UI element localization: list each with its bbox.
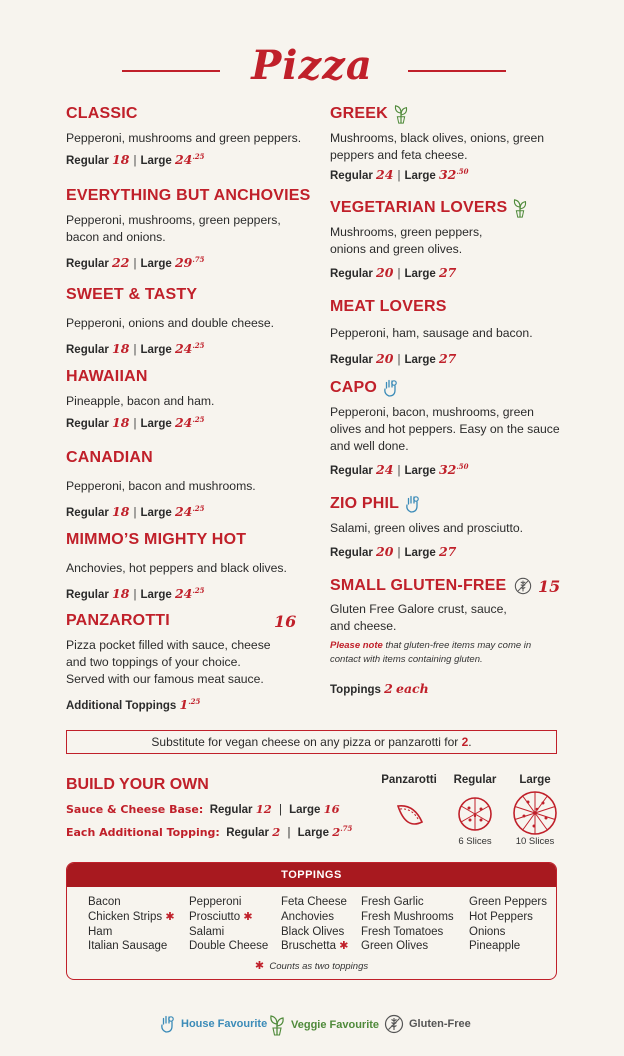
topping-item: Bruschetta ✱ bbox=[281, 940, 349, 953]
gluten-free-icon bbox=[384, 1014, 404, 1034]
item-price: Regular 18 | Large $24^{.25}$ bbox=[66, 504, 205, 519]
description-line: Pepperoni, bacon, mushrooms, green bbox=[330, 405, 534, 419]
topping-item: Chicken Strips ✱ bbox=[88, 910, 175, 923]
size-panzarotti-label: Panzarotti bbox=[381, 774, 437, 786]
topping-item: Black Olives bbox=[281, 925, 345, 938]
item-name: MEAT LOVERS bbox=[330, 298, 447, 315]
toppings-column bbox=[361, 895, 454, 954]
menu-item bbox=[330, 198, 570, 282]
two-toppings-star-icon: ✱ bbox=[165, 910, 175, 923]
description-line: peppers and feta cheese. bbox=[330, 148, 468, 162]
size-large-label: Large bbox=[519, 774, 551, 786]
description-line: onions and green olives. bbox=[330, 242, 463, 256]
menu-item-small-gluten-free bbox=[330, 576, 560, 698]
item-name: VEGETARIAN LOVERS bbox=[330, 198, 570, 218]
description-line: Pineapple, bacon and ham. bbox=[66, 394, 215, 408]
description-line: Anchovies, hot peppers and black olives. bbox=[66, 561, 287, 575]
legend-house-favourite: House Favourite bbox=[158, 1014, 267, 1034]
veggie-favourite-icon bbox=[268, 1014, 286, 1036]
item-price: Regular 18 | Large $24^{.25}$ bbox=[66, 152, 205, 167]
toppings-column bbox=[189, 895, 268, 954]
gluten-free-icon bbox=[514, 576, 532, 596]
house-favourite-icon bbox=[403, 494, 421, 514]
description-line: and well done. bbox=[330, 439, 409, 453]
description-line: Served with our famous meat sauce. bbox=[66, 672, 264, 686]
menu-item bbox=[66, 448, 316, 521]
size-regular-label: Regular bbox=[453, 774, 497, 786]
menu-item bbox=[66, 104, 316, 169]
topping-item: Fresh Mushrooms bbox=[361, 910, 454, 923]
house-favourite-icon bbox=[158, 1014, 176, 1034]
item-price: Regular 18 | Large $24^{.25}$ bbox=[66, 586, 205, 601]
menu-item bbox=[66, 285, 316, 358]
item-name: SMALL GLUTEN-FREE bbox=[330, 576, 560, 596]
veggie-favourite-icon bbox=[511, 198, 529, 218]
item-name: CANADIAN bbox=[66, 449, 153, 466]
item-description bbox=[66, 637, 306, 688]
item-name: SWEET & TASTY bbox=[66, 286, 198, 303]
gluten-free-price: 15 bbox=[538, 577, 561, 596]
legend-gluten-free: Gluten-Free bbox=[384, 1014, 471, 1034]
item-price: Regular 24 | Large $32^{.50}$ bbox=[330, 462, 469, 477]
veggie-favourite-icon bbox=[392, 104, 410, 124]
topping-item: Hot Peppers bbox=[469, 910, 533, 923]
title-area bbox=[0, 42, 624, 98]
topping-item: Ham bbox=[88, 925, 113, 938]
description-line: Pepperoni, mushrooms, green peppers, bbox=[66, 213, 281, 227]
description-line: Mushrooms, black olives, onions, green bbox=[330, 131, 545, 145]
menu-item bbox=[330, 297, 570, 368]
panzarotti-price: 16 bbox=[274, 612, 297, 631]
toppings-column bbox=[281, 895, 348, 954]
topping-item: Double Cheese bbox=[189, 940, 269, 953]
additional-toppings-price bbox=[66, 694, 306, 714]
menu-item bbox=[66, 367, 316, 432]
item-name: CLASSIC bbox=[66, 105, 138, 122]
item-price: Regular 20 | Large 27 bbox=[330, 544, 457, 559]
toppings-column bbox=[88, 895, 175, 954]
topping-item: Salami bbox=[189, 925, 225, 938]
topping-item: Italian Sausage bbox=[88, 940, 168, 953]
topping-item: Pepperoni bbox=[189, 896, 242, 908]
toppings-footnote: ✱ Counts as two toppings bbox=[254, 960, 369, 972]
build-your-own-title: BUILD YOUR OWN bbox=[66, 776, 209, 793]
additional-label: Additional Toppings bbox=[66, 700, 177, 712]
regular-pizza-icon bbox=[457, 796, 493, 832]
gluten-toppings-price: Toppings 2 each bbox=[330, 681, 429, 696]
item-name: MIMMO’S MIGHTY HOT bbox=[66, 531, 247, 548]
menu-item bbox=[330, 104, 570, 184]
gluten-note: Please note that gluten-free items may come in contact with items containing gluten. bbox=[330, 640, 532, 665]
large-slices: 10 Slices bbox=[515, 836, 555, 847]
menu-item bbox=[66, 186, 316, 272]
toppings-header: TOPPINGS bbox=[67, 863, 556, 887]
menu-item bbox=[330, 378, 570, 479]
topping-item: Feta Cheese bbox=[281, 896, 347, 908]
item-name: PANZAROTTI bbox=[66, 612, 170, 629]
large-pizza-icon bbox=[512, 790, 558, 836]
two-toppings-star-icon: ✱ bbox=[243, 910, 253, 923]
topping-item: Green Olives bbox=[361, 940, 429, 953]
item-name: CAPO bbox=[330, 378, 570, 398]
item-price: Regular 18 | Large $24^{.25}$ bbox=[66, 341, 205, 356]
topping-item: Green Peppers bbox=[469, 896, 547, 908]
menu-item bbox=[66, 530, 316, 603]
sauce-cheese-base-price: Sauce & Cheese Base: Regular 12 | Large 16 bbox=[66, 802, 340, 816]
item-description bbox=[330, 601, 560, 635]
page-title: Pizza bbox=[251, 42, 373, 89]
description-line: Pepperoni, bacon and mushrooms. bbox=[66, 479, 256, 493]
description-line: olives and hot peppers. Easy on the sauce bbox=[330, 422, 560, 436]
menu-item bbox=[330, 494, 570, 561]
description-line: Salami, green olives and prosciutto. bbox=[330, 521, 524, 535]
topping-item: Pineapple bbox=[469, 940, 521, 953]
vegan-cheese-notice: Substitute for vegan cheese on any pizza or panzarotti for 2. bbox=[66, 730, 557, 754]
topping-item: Fresh Garlic bbox=[361, 896, 424, 908]
item-name: ZIO PHIL bbox=[330, 494, 570, 514]
two-toppings-star-icon: ✱ bbox=[339, 940, 349, 953]
item-name: EVERYTHING BUT ANCHOVIES bbox=[66, 187, 311, 204]
item-price: Regular 22 | Large $29^{.75}$ bbox=[66, 255, 205, 270]
description-line: bacon and onions. bbox=[66, 230, 166, 244]
item-price: Regular 20 | Large 27 bbox=[330, 265, 457, 280]
topping-item: Bacon bbox=[88, 896, 121, 908]
description-line: and cheese. bbox=[330, 619, 397, 633]
topping-item: Onions bbox=[469, 925, 506, 938]
toppings-column bbox=[469, 895, 547, 954]
additional-price: $1^{.25}$ bbox=[179, 697, 201, 712]
item-name: GREEK bbox=[330, 104, 570, 124]
additional-topping-price: Each Additional Topping: Regular 2 | Large $2^{.75}$ bbox=[66, 824, 353, 839]
topping-item: Prosciutto ✱ bbox=[189, 910, 253, 923]
topping-item: Anchovies bbox=[281, 910, 335, 923]
panzarotti-icon bbox=[392, 796, 428, 832]
description-line: Pepperoni, mushrooms and green peppers. bbox=[66, 131, 302, 145]
legend-veggie-favourite: Veggie Favourite bbox=[268, 1014, 379, 1036]
menu-item-panzarotti bbox=[66, 611, 306, 714]
topping-item: Fresh Tomatoes bbox=[361, 925, 444, 938]
description-line: Pepperoni, onions and double cheese. bbox=[66, 316, 275, 330]
item-name: HAWAIIAN bbox=[66, 368, 148, 385]
item-price: Regular 18 | Large $24^{.25}$ bbox=[66, 415, 205, 430]
title-divider-right bbox=[408, 70, 506, 72]
house-favourite-icon bbox=[381, 378, 399, 398]
description-line: Pizza pocket filled with sauce, cheese bbox=[66, 638, 271, 652]
regular-slices: 6 Slices bbox=[458, 836, 492, 847]
item-price: Regular 20 | Large 27 bbox=[330, 351, 457, 366]
description-line: Pepperoni, ham, sausage and bacon. bbox=[330, 326, 533, 340]
description-line: Gluten Free Galore crust, sauce, bbox=[330, 602, 507, 616]
item-price: Regular 24 | Large $32^{.50}$ bbox=[330, 167, 469, 182]
description-line: and two toppings of your choice. bbox=[66, 655, 241, 669]
toppings-panel bbox=[66, 862, 557, 980]
description-line: Mushrooms, green peppers, bbox=[330, 225, 483, 239]
